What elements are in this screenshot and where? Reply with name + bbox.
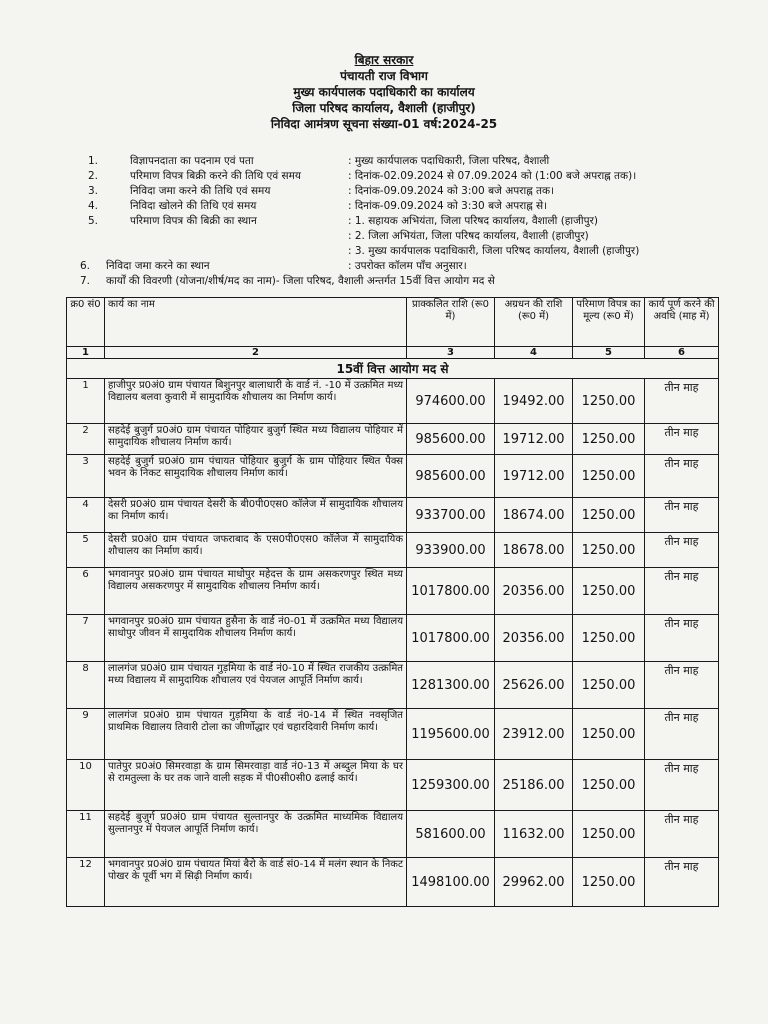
detail-value: : दिनांक-02.09.2024 से 07.09.2024 को (1:00 बजे अपराह्न तक)।	[348, 170, 637, 182]
section-row	[67, 359, 719, 379]
table-row	[67, 379, 719, 424]
column-index: 5	[573, 347, 645, 359]
completion-period: तीन माह	[645, 811, 719, 858]
detail-value: : दिनांक-09.09.2024 को 3:30 बजे अपराह्न से।	[348, 200, 548, 212]
estimated-amount: 933900.00	[407, 533, 495, 568]
notice-detail-row	[80, 184, 740, 199]
bill-of-quantity-price: 1250.00	[573, 455, 645, 498]
department-name: पंचायती राज विभाग	[340, 69, 428, 83]
detail-label: परिमाण विपत्र की बिक्री का स्थान	[130, 215, 257, 227]
bill-of-quantity-price: 1250.00	[573, 858, 645, 907]
column-index: 3	[407, 347, 495, 359]
estimated-amount: 1017800.00	[407, 615, 495, 662]
table-row	[67, 568, 719, 615]
bill-of-quantity-price: 1250.00	[573, 498, 645, 533]
notice-detail-row	[80, 169, 740, 184]
earnest-money: 18678.00	[495, 533, 573, 568]
table-row	[67, 615, 719, 662]
notice-detail-row	[80, 244, 740, 259]
column-header: कार्य पूर्ण करने की अवधि (माह में)	[645, 298, 719, 347]
earnest-money: 20356.00	[495, 615, 573, 662]
estimated-amount: 581600.00	[407, 811, 495, 858]
estimated-amount: 974600.00	[407, 379, 495, 424]
detail-value: : उपरोक्त कॉलम पाँच अनुसार।	[348, 260, 467, 272]
completion-period: तीन माह	[645, 709, 719, 760]
earnest-money: 19712.00	[495, 424, 573, 455]
detail-number: 7.	[80, 275, 91, 287]
earnest-money: 19712.00	[495, 455, 573, 498]
section-title: 15वीं वित्त आयोग मद से	[67, 359, 719, 379]
serial-number: 8	[67, 662, 105, 709]
works-table	[66, 297, 719, 907]
detail-value: : मुख्य कार्यपालक पदाधिकारी, जिला परिषद, वैशाली	[348, 155, 550, 167]
detail-value: : 2. जिला अभियंता, जिला परिषद कार्यालय, वैशाली (हाजीपुर)	[348, 230, 589, 242]
column-index: 2	[105, 347, 407, 359]
bill-of-quantity-price: 1250.00	[573, 709, 645, 760]
serial-number: 5	[67, 533, 105, 568]
notice-header	[0, 52, 768, 132]
detail-label: परिमाण विपत्र बिक्री करने की तिथि एवं समय	[130, 170, 301, 182]
office-name: मुख्य कार्यपालक पदाधिकारी का कार्यालय	[293, 85, 475, 99]
detail-number: 4.	[88, 200, 99, 212]
serial-number: 7	[67, 615, 105, 662]
completion-period: तीन माह	[645, 568, 719, 615]
bill-of-quantity-price: 1250.00	[573, 615, 645, 662]
serial-number: 6	[67, 568, 105, 615]
notice-detail-row	[80, 274, 740, 289]
earnest-money: 11632.00	[495, 811, 573, 858]
work-name: देसरी प्र0अं0 ग्राम पंचायत देसरी के बी0पी0एस0 कॉलेज में सामुदायिक शौचालय का निर्माण कार्य।	[105, 498, 407, 533]
serial-number: 10	[67, 760, 105, 811]
detail-value: : दिनांक-09.09.2024 को 3:00 बजे अपराह्न तक।	[348, 185, 555, 197]
work-name: हाजीपुर प्र0अं0 ग्राम पंचायत बिशुनपुर बालाधारी के वार्ड नं. -10 में उत्क्रमित मध्य विद्यालय बलवा कुवारी में सामुदायिक शौचालय का निर्माण कार्य।	[105, 379, 407, 424]
work-name: पातेपुर प्र0अं0 सिमरवाड़ा के ग्राम सिमरवाड़ा वार्ड नं0-13 में अब्दुल मिया के घर से रामतुल्ला के घर तक जाने वाली सड़क में पी0सी0सी0 ढलाई कार्य।	[105, 760, 407, 811]
completion-period: तीन माह	[645, 424, 719, 455]
earnest-money: 20356.00	[495, 568, 573, 615]
bill-of-quantity-price: 1250.00	[573, 760, 645, 811]
column-index-row	[67, 347, 719, 359]
completion-period: तीन माह	[645, 858, 719, 907]
table-row	[67, 662, 719, 709]
estimated-amount: 1498100.00	[407, 858, 495, 907]
earnest-money: 25626.00	[495, 662, 573, 709]
column-header: क्र0 सं0	[67, 298, 105, 347]
work-name: भगवानपुर प्र0अं0 ग्राम पंचायत मियां बैरो के वार्ड सं0-14 में मलंग स्थान के निकट पोखर के पूर्वी भग में सिढ़ी निर्माण कार्य।	[105, 858, 407, 907]
notice-detail-row	[80, 214, 740, 229]
table-row	[67, 455, 719, 498]
detail-number: 2.	[88, 170, 99, 182]
serial-number: 2	[67, 424, 105, 455]
table-row	[67, 760, 719, 811]
estimated-amount: 1259300.00	[407, 760, 495, 811]
notice-details	[80, 154, 740, 289]
table-row	[67, 498, 719, 533]
completion-period: तीन माह	[645, 455, 719, 498]
estimated-amount: 985600.00	[407, 424, 495, 455]
column-index: 6	[645, 347, 719, 359]
completion-period: तीन माह	[645, 760, 719, 811]
bill-of-quantity-price: 1250.00	[573, 533, 645, 568]
work-name: सहदेई बुजुर्ग प्र0अं0 ग्राम पंचायत सुल्तानपुर के उत्क्रमित माध्यमिक विद्यालय सुल्तानपुर में पेयजल आपूर्ति निर्माण कार्य।	[105, 811, 407, 858]
estimated-amount: 985600.00	[407, 455, 495, 498]
detail-value: : 3. मुख्य कार्यपालक पदाधिकारी, जिला परिषद कार्यालय, वैशाली (हाजीपुर)	[348, 245, 640, 257]
serial-number: 11	[67, 811, 105, 858]
table-row	[67, 811, 719, 858]
serial-number: 9	[67, 709, 105, 760]
government-name: बिहार सरकार	[354, 53, 414, 67]
completion-period: तीन माह	[645, 498, 719, 533]
column-header: प्राक्कलित राशि (रू0 में)	[407, 298, 495, 347]
table-row	[67, 533, 719, 568]
detail-number: 5.	[88, 215, 99, 227]
detail-label: कार्यों की विवरणी (योजना/शीर्ष/मद का नाम)- जिला परिषद, वैशाली अन्तर्गत 15वीं वित्त आयोग मद से	[106, 275, 495, 287]
work-name: भगवानपुर प्र0अं0 ग्राम पंचायत हुसैना के वार्ड नं0-01 में उत्क्रमित मध्य विद्यालय साधोपुर जीवन में सामुदायिक शौचालय निर्माण कार्य।	[105, 615, 407, 662]
estimated-amount: 1281300.00	[407, 662, 495, 709]
column-header: कार्य का नाम	[105, 298, 407, 347]
column-header: परिमाण विपत्र का मूल्य (रू0 में)	[573, 298, 645, 347]
work-name: सहदेई बुजुर्ग प्र0अं0 ग्राम पंचायत पोहियार बुजुर्ग स्थित मध्य विद्यालय पोहियार में सामुदायिक शौचालय निर्माण कार्य।	[105, 424, 407, 455]
bill-of-quantity-price: 1250.00	[573, 568, 645, 615]
detail-number: 1.	[88, 155, 99, 167]
column-index: 1	[67, 347, 105, 359]
table-header-row	[67, 298, 719, 347]
detail-value: : 1. सहायक अभियंता, जिला परिषद कार्यालय, वैशाली (हाजीपुर)	[348, 215, 598, 227]
serial-number: 12	[67, 858, 105, 907]
notice-detail-row	[80, 259, 740, 274]
work-name: देसरी प्र0अं0 ग्राम पंचायत जफराबाद के एस0पी0एस0 कॉलेज में सामुदायिक शौचालय का निर्माण कार्य।	[105, 533, 407, 568]
detail-label: निविदा खोलने की तिथि एवं समय	[130, 200, 257, 212]
earnest-money: 23912.00	[495, 709, 573, 760]
earnest-money: 29962.00	[495, 858, 573, 907]
notice-detail-row	[80, 199, 740, 214]
detail-label: निविदा जमा करने की तिथि एवं समय	[130, 185, 271, 197]
serial-number: 1	[67, 379, 105, 424]
office-address: जिला परिषद कार्यालय, वैशाली (हाजीपुर)	[292, 101, 476, 115]
table-row	[67, 858, 719, 907]
completion-period: तीन माह	[645, 533, 719, 568]
serial-number: 3	[67, 455, 105, 498]
detail-label: निविदा जमा करने का स्थान	[106, 260, 210, 272]
work-name: लालगंज प्र0अं0 ग्राम पंचायत गुड़मिया के वार्ड नं0-10 में स्थित राजकीय उत्क्रमित मध्य विद्यालय में सामुदायिक शौचालय एवं पेयजल आपूर्ति निर्माण कार्य।	[105, 662, 407, 709]
work-name: लालगंज प्र0अं0 ग्राम पंचायत गुड़मिया के वार्ड नं0-14 में स्थित नवसृजित प्राथमिक विद्यालय तिवारी टोला का जीर्णोद्धार एवं चहारदिवारी निर्माण कार्य।	[105, 709, 407, 760]
column-header: अग्रधन की राशि (रू0 में)	[495, 298, 573, 347]
notice-detail-row	[80, 229, 740, 244]
table-row	[67, 709, 719, 760]
column-index: 4	[495, 347, 573, 359]
estimated-amount: 1195600.00	[407, 709, 495, 760]
table-row	[67, 424, 719, 455]
bill-of-quantity-price: 1250.00	[573, 424, 645, 455]
bill-of-quantity-price: 1250.00	[573, 662, 645, 709]
work-name: भगवानपुर प्र0अं0 ग्राम पंचायत माधोपुर महेदत्त के ग्राम असकरणपुर स्थित मध्य विद्यालय असकरणपुर में सामुदायिक शौचालय निर्माण कार्य।	[105, 568, 407, 615]
earnest-money: 18674.00	[495, 498, 573, 533]
work-name: सहदेई बुजुर्ग प्र0अं0 ग्राम पंचायत पोहियार बुजुर्ग के ग्राम पोहियार स्थित पैक्स भवन के निकट सामुदायिक शौचालय निर्माण कार्य।	[105, 455, 407, 498]
earnest-money: 19492.00	[495, 379, 573, 424]
completion-period: तीन माह	[645, 379, 719, 424]
notice-detail-row	[80, 154, 740, 169]
completion-period: तीन माह	[645, 662, 719, 709]
serial-number: 4	[67, 498, 105, 533]
bill-of-quantity-price: 1250.00	[573, 379, 645, 424]
completion-period: तीन माह	[645, 615, 719, 662]
estimated-amount: 1017800.00	[407, 568, 495, 615]
detail-number: 6.	[80, 260, 91, 272]
earnest-money: 25186.00	[495, 760, 573, 811]
bill-of-quantity-price: 1250.00	[573, 811, 645, 858]
estimated-amount: 933700.00	[407, 498, 495, 533]
notice-number: निविदा आमंत्रण सूचना संख्या-01 वर्ष:2024-25	[270, 117, 498, 131]
detail-number: 3.	[88, 185, 99, 197]
detail-label: विज्ञापनदाता का पदनाम एवं पता	[130, 155, 254, 167]
